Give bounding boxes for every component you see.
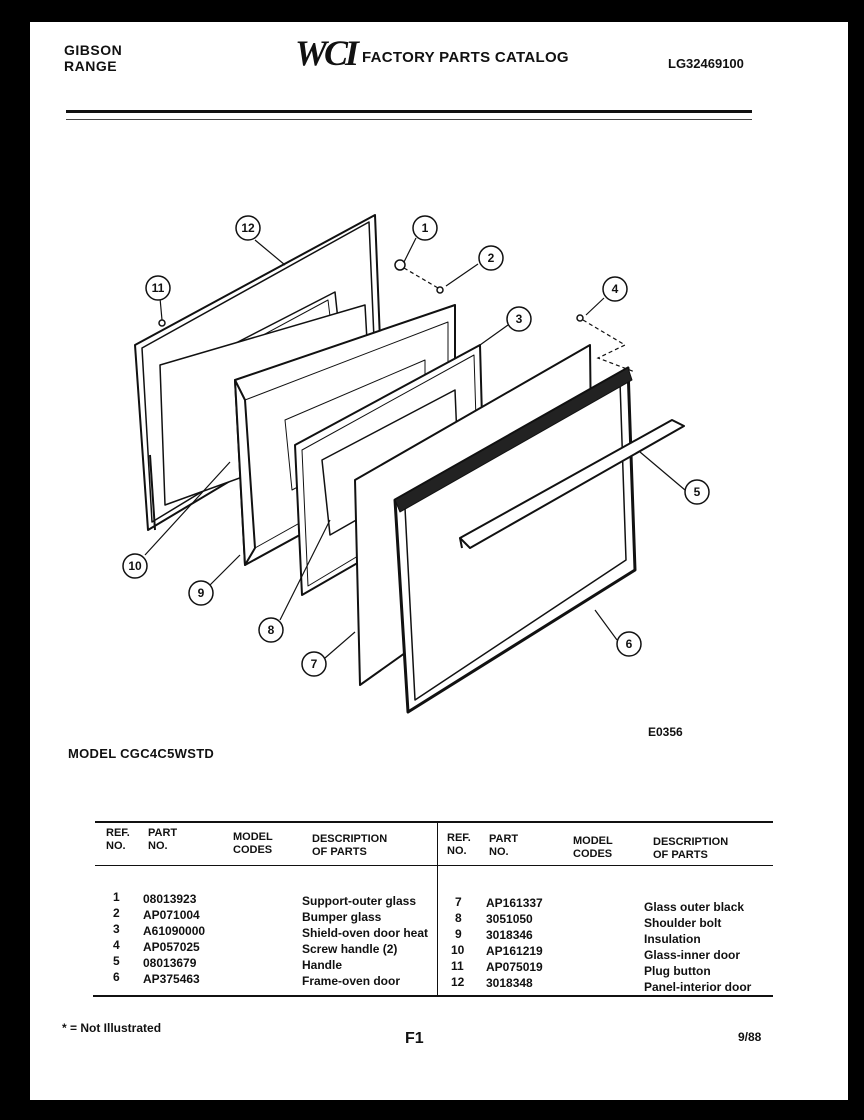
part-bumper-glass bbox=[437, 287, 443, 293]
callout-11-label: 11 bbox=[151, 281, 165, 295]
table-divider bbox=[437, 821, 438, 996]
callout-9-label: 9 bbox=[197, 586, 205, 600]
col-model-header-right: MODEL CODES bbox=[573, 835, 613, 860]
callout-7-label: 7 bbox=[310, 657, 318, 671]
table-top-rule bbox=[95, 821, 773, 823]
col-part-header-right: PART NO. bbox=[489, 833, 519, 858]
callout-6-label: 6 bbox=[625, 637, 633, 651]
callout-1-label: 1 bbox=[421, 221, 429, 235]
col-desc-header: DESCRIPTION OF PARTS bbox=[312, 833, 388, 858]
part-plug-button bbox=[159, 320, 165, 326]
table-bottom-rule bbox=[93, 995, 773, 997]
figure-code: E0356 bbox=[648, 725, 683, 739]
col-part-header: PART NO. bbox=[148, 827, 178, 852]
callout-4-label: 4 bbox=[611, 282, 619, 296]
brand-name: GIBSON bbox=[64, 42, 123, 58]
product-type: RANGE bbox=[64, 58, 118, 74]
callout-8-label: 8 bbox=[267, 623, 275, 637]
col-desc-header-right: DESCRIPTION OF PARTS bbox=[653, 836, 729, 861]
part-screw-handle bbox=[577, 315, 583, 321]
catalog-title: FACTORY PARTS CATALOG bbox=[362, 48, 569, 66]
col-ref-header: REF. NO. bbox=[106, 827, 130, 852]
page-number: F1 bbox=[405, 1030, 424, 1047]
part-support-outer-glass bbox=[395, 260, 405, 270]
table-header-rule bbox=[95, 865, 773, 866]
callout-2-label: 2 bbox=[487, 251, 495, 265]
col-ref-header-right: REF. NO. bbox=[447, 832, 471, 857]
callout-10-label: 10 bbox=[128, 559, 142, 573]
revision-date: 9/88 bbox=[738, 1030, 762, 1044]
model-number: MODEL CGC4C5WSTD bbox=[68, 746, 215, 761]
footnote: * = Not Illustrated bbox=[62, 1021, 162, 1035]
callout-5-label: 5 bbox=[693, 485, 701, 499]
col-model-header: MODEL CODES bbox=[233, 831, 273, 856]
callout-12-label: 12 bbox=[241, 221, 255, 235]
catalog-number: LG32469100 bbox=[668, 56, 744, 71]
wci-logo: WCI bbox=[295, 33, 357, 73]
callout-3-label: 3 bbox=[515, 312, 523, 326]
